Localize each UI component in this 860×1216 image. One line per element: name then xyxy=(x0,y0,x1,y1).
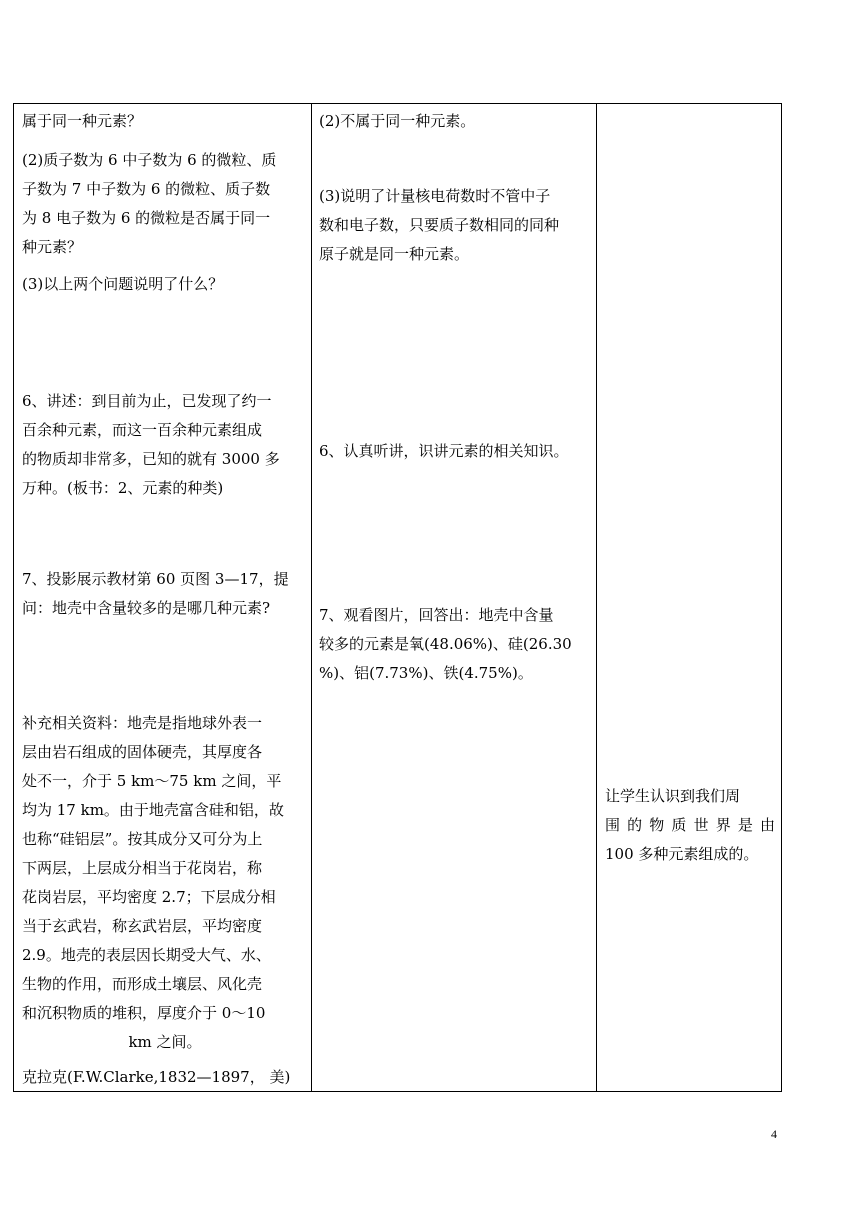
text-line: 7、投影展示教材第 60 页图 3—17，提 xyxy=(22,570,289,588)
text-line: 的物质却非常多，已知的就有 3000 多 xyxy=(22,450,280,468)
text-line: (3)以上两个问题说明了什么？ xyxy=(22,275,224,293)
text-line: (2)不属于同一种元素。 xyxy=(319,112,476,130)
text-line: 100 多种元素组成的。 xyxy=(605,845,759,863)
text-line: 较多的元素是氧(48.06%)、硅(26.30 xyxy=(319,635,572,653)
text-line: 数和电子数，只要质子数相同的同种 xyxy=(319,216,560,234)
text-line: 7、观看图片，回答出：地壳中含量 xyxy=(319,606,554,624)
lesson-plan-table xyxy=(13,103,782,1092)
text-line: 让学生认识到我们周 xyxy=(605,787,741,805)
text-line: %)、铝(7.73%)、铁(4.75%)。 xyxy=(319,664,533,682)
text-line: 围的物质世界是由 xyxy=(605,816,775,834)
text-line: 万种。(板书：2、元素的种类) xyxy=(22,479,224,497)
text-line: 处不一，介于 5 km～75 km 之间，平 xyxy=(22,772,282,790)
text-line: 生物的作用，而形成土壤层、风化壳 xyxy=(22,975,263,993)
text-line: 原子就是同一种元素。 xyxy=(319,245,470,263)
text-line: 问：地壳中含量较多的是哪几种元素? xyxy=(22,599,271,617)
text-line: 种元素？ xyxy=(22,238,83,256)
text-line: (2)质子数为 6 中子数为 6 的微粒、质 xyxy=(22,151,277,169)
text-line: km 之间。 xyxy=(128,1033,202,1051)
table-row xyxy=(14,104,782,1092)
text-line: 层由岩石组成的固体硬壳，其厚度各 xyxy=(22,743,263,761)
text-line: 均为 17 km。由于地壳富含硅和铝，故 xyxy=(22,801,284,819)
text-line: 属于同一种元素？ xyxy=(22,112,143,130)
text-line: 为 8 电子数为 6 的微粒是否属于同一 xyxy=(22,209,271,227)
text-line: 补充相关资料：地壳是指地球外表一 xyxy=(22,714,263,732)
text-line: 2.9。地壳的表层因长期受大气、水、 xyxy=(22,946,271,964)
text-line: 当于玄武岩，称玄武岩层，平均密度 xyxy=(22,917,263,935)
student-activity-cell xyxy=(312,104,597,1092)
text-line: 也称“硅铝层”。按其成分又可分为上 xyxy=(22,830,263,848)
design-intent-cell xyxy=(597,104,782,1092)
text-line: 6、认真听讲，识讲元素的相关知识。 xyxy=(319,442,569,460)
teacher-activity-cell xyxy=(14,104,312,1092)
text-line: 克拉克(F.W.Clarke,1832—1897， 美) xyxy=(22,1068,291,1086)
text-line: 6、讲述：到目前为止，已发现了约一 xyxy=(22,392,272,410)
text-line: 花岗岩层，平均密度 2.7；下层成分相 xyxy=(22,888,276,906)
text-line: 百余种元素，而这一百余种元素组成 xyxy=(22,421,263,439)
text-line: (3)说明了计量核电荷数时不管中子 xyxy=(319,187,551,205)
text-line: 子数为 7 中子数为 6 的微粒、质子数 xyxy=(22,180,271,198)
text-line: 和沉积物质的堆积，厚度介于 0～10 xyxy=(22,1004,266,1022)
text-line: 下两层，上层成分相当于花岗岩，称 xyxy=(22,859,263,877)
page-number: 4 xyxy=(771,1127,777,1141)
